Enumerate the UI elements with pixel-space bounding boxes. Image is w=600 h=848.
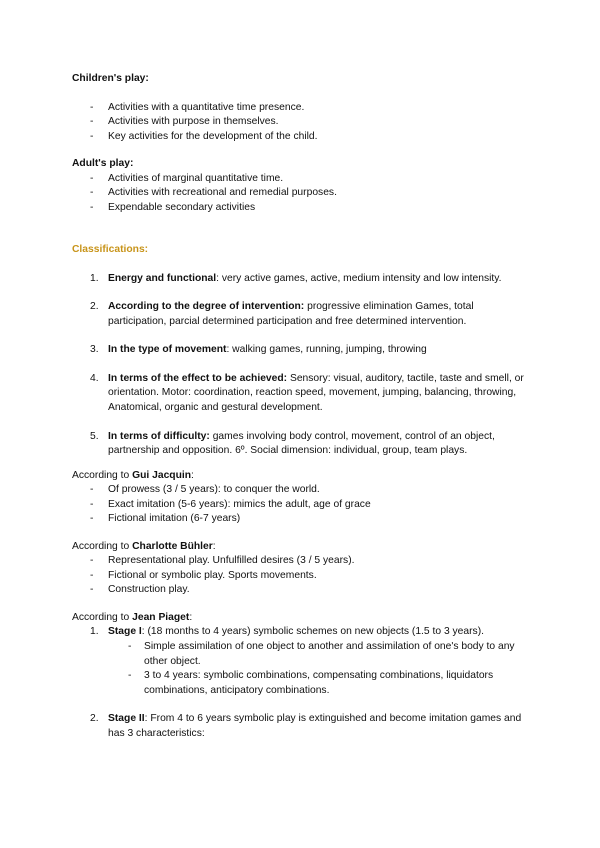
list-item: - Fictional imitation (6-7 years): [72, 512, 532, 527]
item-title: Energy and functional: [108, 272, 217, 284]
intro-prefix: According to: [72, 469, 133, 481]
list-item: - Representational play. Unfulfilled desires (3 / 5 years).: [72, 554, 532, 569]
author-name: Charlotte Bühler: [132, 540, 213, 552]
list-item: - Activities of marginal quantitative time.: [72, 172, 532, 187]
list-item: - Expendable secondary activities: [72, 201, 532, 216]
buhler-intro: [72, 540, 532, 555]
list-item: - Fictional or symbolic play. Sports movements.: [72, 569, 532, 584]
item-number: 2.: [90, 713, 99, 725]
classifications-heading: Classifications:: [72, 244, 149, 255]
item-number: 4.: [90, 372, 99, 384]
list-item: - Exact imitation (5-6 years): mimics the adult, age of grace: [72, 498, 532, 513]
item-number: 1.: [90, 626, 99, 638]
item-title: According to the degree of intervention:: [108, 301, 305, 313]
item-number: 3.: [90, 344, 99, 356]
item-text: Sensory: visual, auditory, tactile, taste and smell, or orientation. Motor: coordination, reaction speed, movement, jumping, balancing, throwing, Anatomical, organic and gestural development.: [108, 372, 524, 414]
intro-prefix: According to: [72, 611, 133, 623]
adult-play-heading: Adult's play:: [72, 158, 134, 169]
item-text: : very active games, active, medium intensity and low intensity.: [216, 272, 502, 284]
sub-list-item: - 3 to 4 years: symbolic combinations, compensating combinations, liquidators combinations, anticipatory combinations.: [72, 669, 532, 698]
jacquin-intro: [72, 469, 532, 484]
list-item: - Of prowess (3 / 5 years): to conquer the world.: [72, 483, 532, 498]
item-title: In the type of movement: [108, 344, 227, 356]
author-name: Jean Piaget: [132, 611, 190, 623]
list-item: - Activities with purpose in themselves.: [72, 115, 532, 130]
item-number: 5.: [90, 430, 99, 442]
author-name: Gui Jacquin: [132, 469, 192, 481]
item-title: In terms of the effect to be achieved:: [108, 372, 288, 384]
stage-text: : From 4 to 6 years symbolic play is extinguished and become imitation games and has 3 characteristics:: [108, 713, 522, 739]
classification-item: [72, 272, 532, 287]
classification-item: [72, 430, 532, 459]
stage-title: Stage I: [108, 626, 142, 638]
stage-title: Stage II: [108, 713, 145, 725]
classification-item: [72, 343, 532, 358]
sub-list-item: - Simple assimilation of one object to another and assimilation of one's body to any other object.: [72, 640, 532, 669]
classification-item: [72, 300, 532, 329]
list-item: - Key activities for the development of the child.: [72, 130, 532, 145]
item-number: 2.: [90, 301, 99, 313]
intro-suffix: :: [191, 469, 194, 481]
stage-item: [72, 712, 532, 741]
item-text: games involving body control, movement, control of an object, partnership and opposition. 6º. Social dimension: individual, group, team plays.: [108, 430, 495, 457]
item-text: : walking games, running, jumping, throwing: [226, 344, 427, 356]
list-item: - Construction play.: [72, 583, 532, 598]
intro-suffix: :: [212, 540, 216, 552]
stage-item: [72, 625, 532, 640]
document-page: [72, 72, 532, 742]
item-number: 1.: [90, 272, 99, 284]
list-item: - Activities with a quantitative time presence.: [72, 101, 532, 116]
children-play-heading: Children's play:: [72, 73, 149, 84]
classification-item: [72, 372, 532, 416]
intro-prefix: According to: [72, 540, 133, 552]
item-text: progressive elimination Games, total participation, parcial determined participation and free determined intervention.: [108, 301, 474, 327]
intro-suffix: :: [189, 611, 193, 623]
stage-text: : (18 months to 4 years) symbolic schemes on new objects (1.5 to 3 years).: [141, 626, 484, 638]
item-title: In terms of difficulty:: [108, 430, 210, 442]
list-item: - Activities with recreational and remedial purposes.: [72, 186, 532, 201]
piaget-intro: [72, 611, 532, 626]
